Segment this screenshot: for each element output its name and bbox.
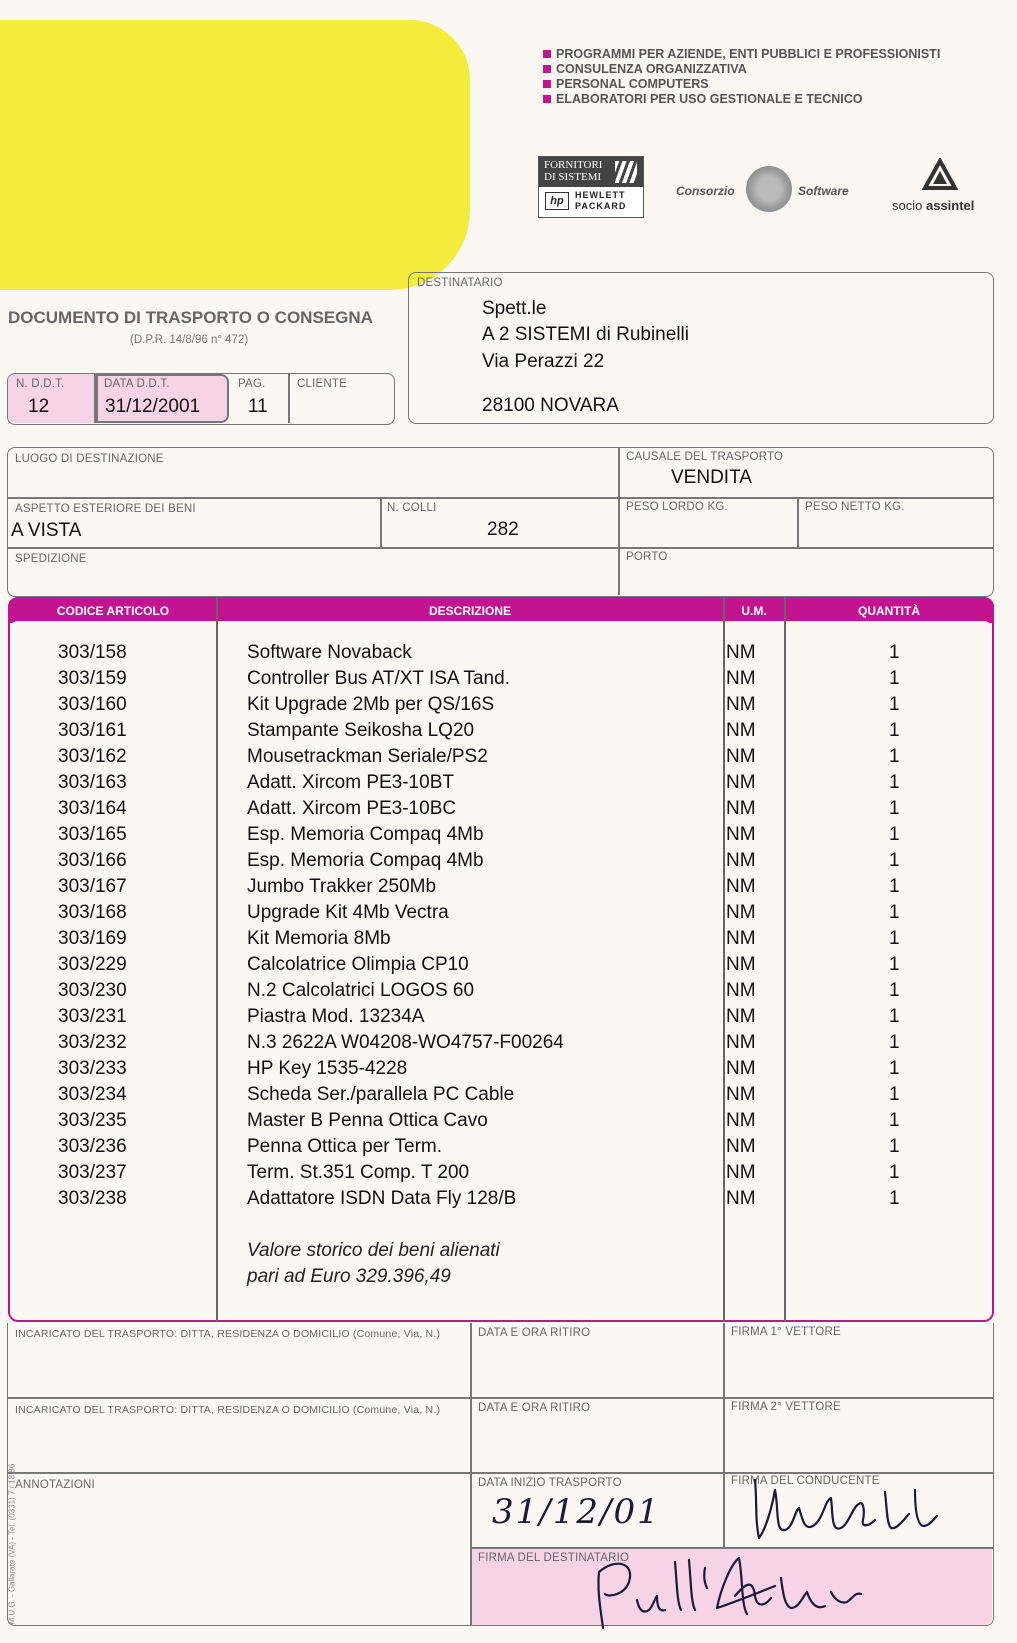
table-row bbox=[0, 1084, 1017, 1110]
row-um: NM bbox=[726, 876, 756, 897]
row-description: Adatt. Xircom PE3-10BT bbox=[247, 772, 454, 793]
row-um: NM bbox=[726, 642, 756, 663]
row-description: HP Key 1535-4228 bbox=[247, 1058, 408, 1079]
row-qty: 1 bbox=[889, 902, 900, 923]
row-code: 303/234 bbox=[58, 1084, 127, 1105]
row-description: N.2 Calcolatrici LOGOS 60 bbox=[247, 980, 475, 1001]
row-code: 303/166 bbox=[58, 850, 127, 871]
ddt-number-label: N. D.D.T. bbox=[16, 378, 65, 390]
row-description: Upgrade Kit 4Mb Vectra bbox=[247, 902, 449, 923]
row-qty: 1 bbox=[889, 1032, 900, 1053]
redaction-highlight bbox=[0, 20, 470, 290]
recipient-line: A 2 SISTEMI di Rubinelli bbox=[482, 324, 689, 345]
table-row bbox=[0, 1110, 1017, 1136]
row-um: NM bbox=[726, 902, 756, 923]
pickup2-label: DATA E ORA RITIRO bbox=[478, 1402, 591, 1414]
packages-label: N. COLLI bbox=[387, 502, 437, 514]
logo-text: Software bbox=[798, 184, 849, 198]
row-description: Kit Memoria 8Mb bbox=[247, 928, 391, 949]
table-row bbox=[0, 798, 1017, 824]
row-description: Esp. Memoria Compaq 4Mb bbox=[247, 824, 484, 845]
page-label: PAG. bbox=[238, 378, 266, 390]
table-row bbox=[0, 824, 1017, 850]
recipient-sign-label: FIRMA DEL DESTINATARIO bbox=[478, 1552, 630, 1564]
table-row bbox=[0, 1188, 1017, 1214]
driver-signature bbox=[745, 1470, 945, 1550]
stripes-icon bbox=[615, 161, 637, 183]
row-code: 303/235 bbox=[58, 1110, 127, 1131]
table-row bbox=[0, 980, 1017, 1006]
row-qty: 1 bbox=[889, 954, 900, 975]
row-um: NM bbox=[726, 668, 756, 689]
row-um: NM bbox=[726, 1058, 756, 1079]
row-qty: 1 bbox=[889, 720, 900, 741]
header-code: CODICE ARTICOLO bbox=[56, 604, 170, 618]
driver-sign-label: FIRMA DEL CONDUCENTE bbox=[731, 1475, 880, 1487]
hp-icon: hp bbox=[545, 192, 569, 210]
row-code: 303/233 bbox=[58, 1058, 127, 1079]
row-code: 303/159 bbox=[58, 668, 127, 689]
logo-text: socio bbox=[892, 198, 923, 213]
row-um: NM bbox=[726, 1032, 756, 1053]
row-qty: 1 bbox=[889, 824, 900, 845]
logo-text: DI SISTEMI bbox=[544, 171, 602, 183]
net-weight-label: PESO NETTO KG. bbox=[805, 501, 905, 513]
row-qty: 1 bbox=[889, 928, 900, 949]
row-um: NM bbox=[726, 746, 756, 767]
row-um: NM bbox=[726, 798, 756, 819]
row-code: 303/164 bbox=[58, 798, 127, 819]
table-row bbox=[0, 1162, 1017, 1188]
table-row bbox=[0, 876, 1017, 902]
carrier2-label: INCARICATO DEL TRASPORTO: DITTA, RESIDENZA O DOMICILIO (Comune, Via, N.) bbox=[15, 1404, 441, 1416]
transport-reason: VENDITA bbox=[671, 467, 752, 488]
service-item: CONSULENZA ORGANIZZATIVA bbox=[543, 62, 940, 77]
table-row bbox=[0, 746, 1017, 772]
row-description: Esp. Memoria Compaq 4Mb bbox=[247, 850, 484, 871]
header-um: U.M. bbox=[741, 604, 767, 618]
packages-count: 282 bbox=[487, 519, 519, 540]
table-row bbox=[0, 954, 1017, 980]
row-description: Master B Penna Ottica Cavo bbox=[247, 1110, 488, 1131]
row-um: NM bbox=[726, 954, 756, 975]
recipient-signature bbox=[585, 1548, 875, 1634]
row-code: 303/163 bbox=[58, 772, 127, 793]
services-list bbox=[543, 47, 940, 107]
table-row bbox=[0, 1006, 1017, 1032]
row-code: 303/161 bbox=[58, 720, 127, 741]
row-qty: 1 bbox=[889, 1006, 900, 1027]
row-qty: 1 bbox=[889, 798, 900, 819]
table-row bbox=[0, 642, 1017, 668]
ddt-date: 31/12/2001 bbox=[105, 396, 201, 417]
row-code: 303/167 bbox=[58, 876, 127, 897]
row-description: Mousetrackman Seriale/PS2 bbox=[247, 746, 488, 767]
goods-appearance: A VISTA bbox=[11, 520, 82, 541]
value-note: Valore storico dei beni alienati bbox=[247, 1240, 500, 1261]
recipient-line: Via Perazzi 22 bbox=[482, 351, 605, 372]
row-um: NM bbox=[726, 1136, 756, 1157]
table-row bbox=[0, 1136, 1017, 1162]
row-qty: 1 bbox=[889, 772, 900, 793]
row-description: Adattatore ISDN Data Fly 128/B bbox=[247, 1188, 517, 1209]
row-description: Term. St.351 Comp. T 200 bbox=[247, 1162, 470, 1183]
port-label: PORTO bbox=[626, 551, 668, 563]
row-um: NM bbox=[726, 824, 756, 845]
client-label: CLIENTE bbox=[297, 378, 347, 390]
table-row bbox=[0, 720, 1017, 746]
row-qty: 1 bbox=[889, 1162, 900, 1183]
row-description: Adatt. Xircom PE3-10BC bbox=[247, 798, 457, 819]
row-qty: 1 bbox=[889, 642, 900, 663]
table-row bbox=[0, 668, 1017, 694]
assintel-logo bbox=[886, 158, 1006, 218]
reason-label: CAUSALE DEL TRASPORTO bbox=[626, 451, 784, 463]
row-um: NM bbox=[726, 1188, 756, 1209]
handwritten-start-date: 31/12/01 bbox=[492, 1492, 661, 1532]
row-code: 303/158 bbox=[58, 642, 127, 663]
document-title: DOCUMENTO DI TRASPORTO O CONSEGNA bbox=[8, 308, 373, 327]
appearance-label: ASPETTO ESTERIORE DEI BENI bbox=[15, 503, 196, 515]
row-um: NM bbox=[726, 694, 756, 715]
table-row bbox=[0, 850, 1017, 876]
start-date-label: DATA INIZIO TRASPORTO bbox=[478, 1477, 622, 1489]
service-item: PROGRAMMI PER AZIENDE, ENTI PUBBLICI E PROFESSIONISTI bbox=[543, 47, 940, 62]
row-code: 303/165 bbox=[58, 824, 127, 845]
destination-label: LUOGO DI DESTINAZIONE bbox=[15, 453, 164, 465]
row-um: NM bbox=[726, 720, 756, 741]
table-row bbox=[0, 902, 1017, 928]
row-qty: 1 bbox=[889, 668, 900, 689]
table-row bbox=[0, 772, 1017, 798]
logo-text: FORNITORI bbox=[544, 159, 603, 171]
row-um: NM bbox=[726, 1006, 756, 1027]
row-qty: 1 bbox=[889, 1136, 900, 1157]
header-qty: QUANTITÀ bbox=[858, 604, 920, 618]
page-number: 11 bbox=[248, 396, 268, 417]
row-code: 303/238 bbox=[58, 1188, 127, 1209]
row-um: NM bbox=[726, 1084, 756, 1105]
row-qty: 1 bbox=[889, 746, 900, 767]
service-item: PERSONAL COMPUTERS bbox=[543, 77, 940, 92]
row-qty: 1 bbox=[889, 850, 900, 871]
row-um: NM bbox=[726, 850, 756, 871]
row-description: Scheda Ser./parallela PC Cable bbox=[247, 1084, 515, 1105]
side-print: M.U.G. - Gallarate (VA) - Tel. (0331) 7 / 18.86 bbox=[7, 1463, 17, 1625]
table-row bbox=[0, 694, 1017, 720]
header-underlay bbox=[10, 621, 992, 633]
carrier1-label: INCARICATO DEL TRASPORTO: DITTA, RESIDENZA O DOMICILIO (Comune, Via, N.) bbox=[15, 1328, 441, 1340]
shipping-label: SPEDIZIONE bbox=[15, 553, 87, 565]
row-code: 303/169 bbox=[58, 928, 127, 949]
table-row bbox=[0, 1058, 1017, 1084]
sign1-label: FIRMA 1° VETTORE bbox=[731, 1326, 841, 1338]
row-um: NM bbox=[726, 980, 756, 1001]
row-description: Piastra Mod. 13234A bbox=[247, 1006, 425, 1027]
row-qty: 1 bbox=[889, 1188, 900, 1209]
row-code: 303/162 bbox=[58, 746, 127, 767]
row-um: NM bbox=[726, 772, 756, 793]
document-subtitle: (D.P.R. 14/8/96 n° 472) bbox=[130, 334, 249, 346]
recipient-line: Spett.le bbox=[482, 298, 547, 319]
header-description: DESCRIZIONE bbox=[428, 604, 511, 618]
value-note: pari ad Euro 329.396,49 bbox=[247, 1266, 451, 1287]
row-qty: 1 bbox=[889, 876, 900, 897]
gross-weight-label: PESO LORDO KG. bbox=[626, 501, 728, 513]
logo-text: Consorzio bbox=[676, 184, 735, 198]
ddt-date-label: DATA D.D.T. bbox=[104, 378, 170, 390]
row-code: 303/232 bbox=[58, 1032, 127, 1053]
recipient-line: 28100 NOVARA bbox=[482, 395, 619, 416]
row-description: Software Novaback bbox=[247, 642, 412, 663]
logo-text: HEWLETT bbox=[575, 190, 626, 200]
row-qty: 1 bbox=[889, 694, 900, 715]
row-um: NM bbox=[726, 928, 756, 949]
hp-fornitori-logo bbox=[538, 156, 644, 218]
row-description: Kit Upgrade 2Mb per QS/16S bbox=[247, 694, 495, 715]
sign2-label: FIRMA 2° VETTORE bbox=[731, 1401, 841, 1413]
row-code: 303/236 bbox=[58, 1136, 127, 1157]
row-um: NM bbox=[726, 1110, 756, 1131]
row-qty: 1 bbox=[889, 1110, 900, 1131]
row-description: Penna Ottica per Term. bbox=[247, 1136, 443, 1157]
table-row bbox=[0, 1032, 1017, 1058]
row-description: N.3 2622A W04208-WO4757-F00264 bbox=[247, 1032, 564, 1053]
notes-label: ANNOTAZIONI bbox=[15, 1479, 95, 1491]
row-description: Stampante Seikosha LQ20 bbox=[247, 720, 475, 741]
row-qty: 1 bbox=[889, 1084, 900, 1105]
pickup1-label: DATA E ORA RITIRO bbox=[478, 1327, 591, 1339]
assintel-icon bbox=[922, 158, 958, 192]
logo-text: PACKARD bbox=[575, 201, 627, 211]
row-code: 303/168 bbox=[58, 902, 127, 923]
row-description: Jumbo Trakker 250Mb bbox=[247, 876, 437, 897]
logo-text: assintel bbox=[925, 198, 975, 213]
row-code: 303/160 bbox=[58, 694, 127, 715]
consorzio-logo bbox=[676, 162, 866, 212]
row-code: 303/230 bbox=[58, 980, 127, 1001]
row-um: NM bbox=[726, 1162, 756, 1183]
row-description: Calcolatrice Olimpia CP10 bbox=[247, 954, 469, 975]
row-qty: 1 bbox=[889, 980, 900, 1001]
service-item: ELABORATORI PER USO GESTIONALE E TECNICO bbox=[543, 92, 940, 107]
recipient-label: DESTINATARIO bbox=[417, 277, 503, 289]
seal-icon bbox=[746, 166, 792, 212]
ddt-number: 12 bbox=[28, 396, 50, 417]
row-code: 303/231 bbox=[58, 1006, 127, 1027]
table-row bbox=[0, 928, 1017, 954]
row-code: 303/237 bbox=[58, 1162, 127, 1183]
row-description: Controller Bus AT/XT ISA Tand. bbox=[247, 668, 510, 689]
row-code: 303/229 bbox=[58, 954, 127, 975]
row-qty: 1 bbox=[889, 1058, 900, 1079]
